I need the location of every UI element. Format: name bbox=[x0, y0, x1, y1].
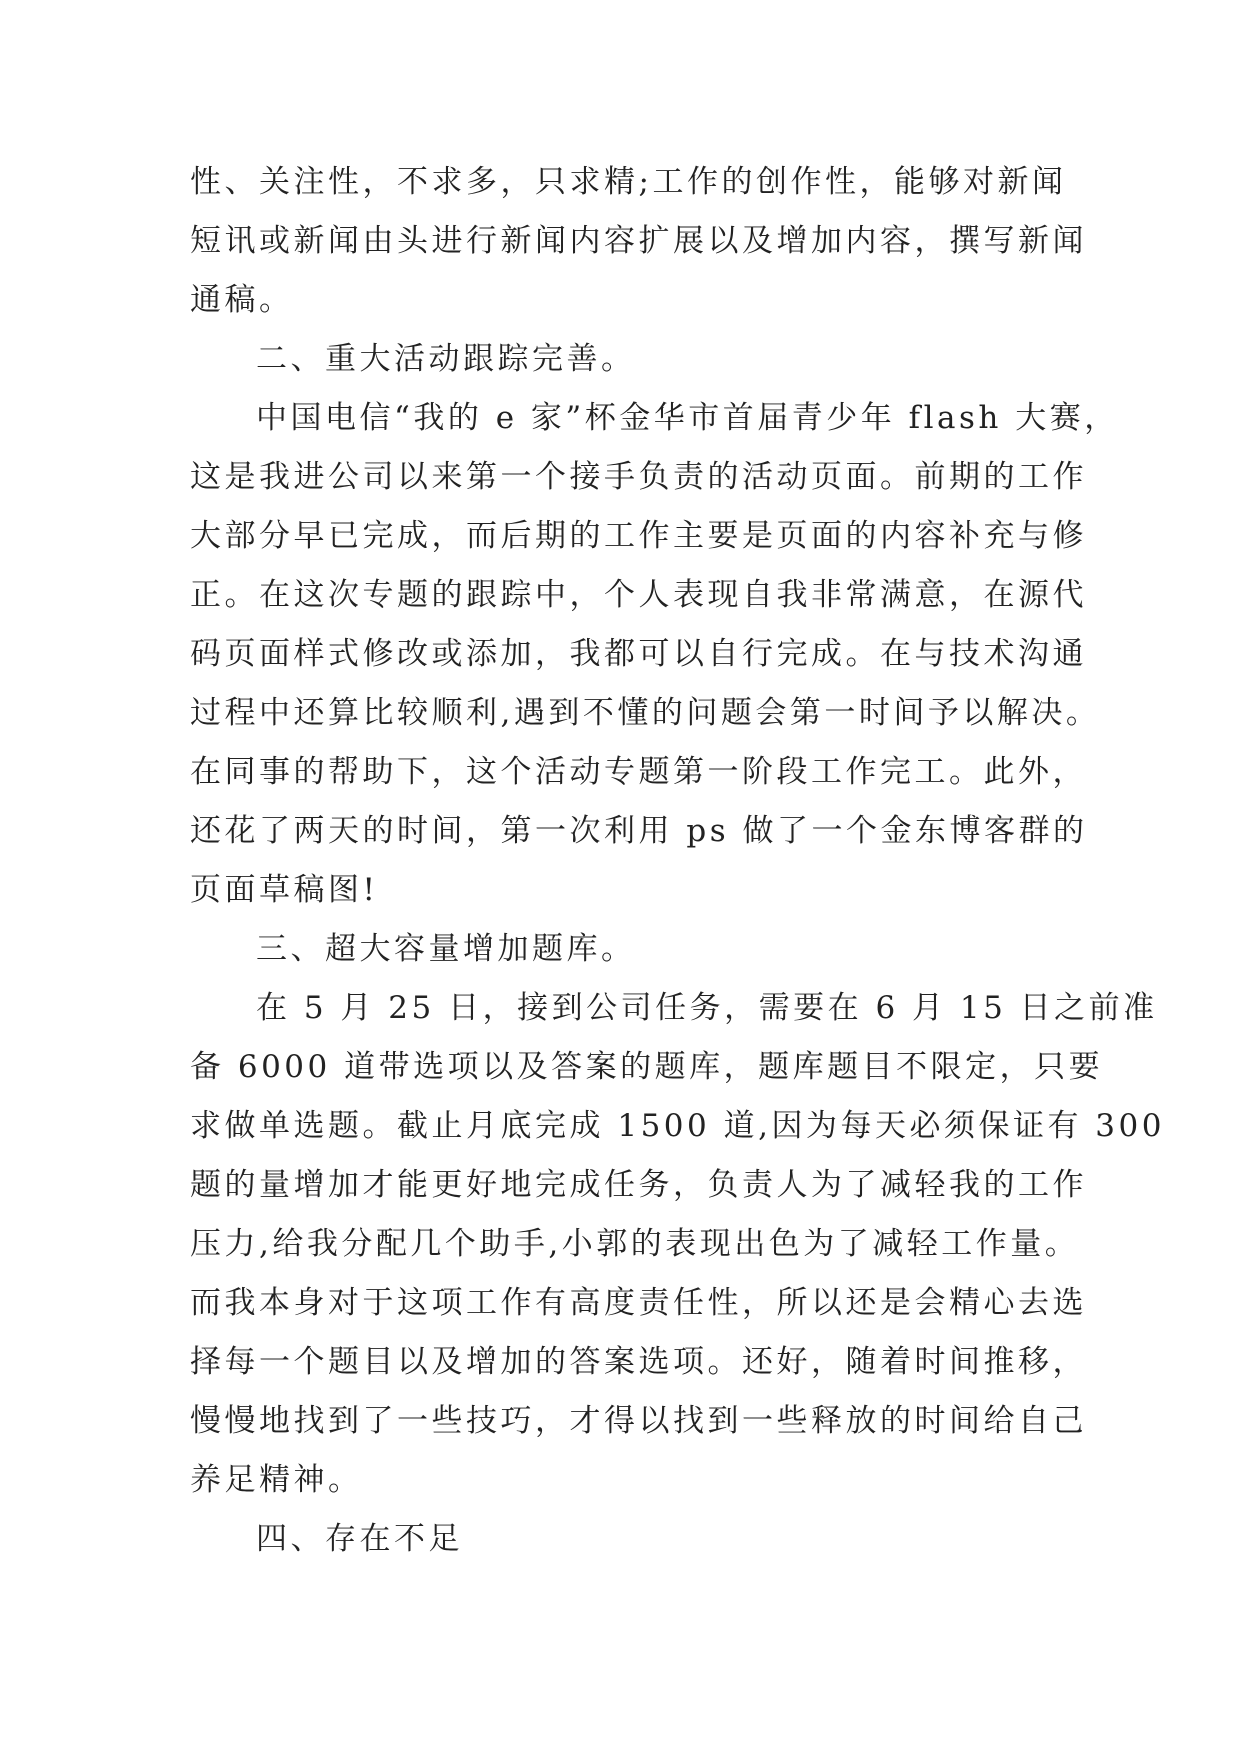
text-line: 大部分早已完成，而后期的工作主要是页面的内容补充与修 bbox=[190, 518, 1087, 554]
text-line: 养足精神。 bbox=[190, 1462, 363, 1498]
text-line: 短讯或新闻由头进行新闻内容扩展以及增加内容，撰写新闻 bbox=[190, 223, 1087, 259]
text-line: 在同事的帮助下，这个活动专题第一阶段工作完工。此外， bbox=[190, 754, 1087, 790]
text-line: 正。在这次专题的跟踪中，个人表现自我非常满意，在源代 bbox=[190, 577, 1087, 613]
text-line: 码页面样式修改或添加，我都可以自行完成。在与技术沟通 bbox=[190, 636, 1087, 672]
section-heading: 三、超大容量增加题库。 bbox=[256, 931, 636, 967]
section-heading: 二、重大活动跟踪完善。 bbox=[256, 341, 636, 377]
text-line: 题的量增加才能更好地完成任务，负责人为了减轻我的工作 bbox=[190, 1167, 1087, 1203]
text-line: 中国电信“我的 e 家”杯金华市首届青少年 flash 大赛， bbox=[256, 400, 1119, 436]
text-line: 在 5 月 25 日，接到公司任务，需要在 6 月 15 日之前准 bbox=[256, 990, 1158, 1026]
text-line: 还花了两天的时间，第一次利用 ps 做了一个金东博客群的 bbox=[190, 813, 1088, 849]
text-line: 求做单选题。截止月底完成 1500 道,因为每天必须保证有 300 bbox=[190, 1108, 1165, 1144]
text-line: 压力,给我分配几个助手,小郭的表现出色为了减轻工作量。 bbox=[190, 1226, 1080, 1262]
text-line: 过程中还算比较顺利,遇到不懂的问题会第一时间予以解决。 bbox=[190, 695, 1101, 731]
text-line: 通稿。 bbox=[190, 282, 294, 318]
text-line: 这是我进公司以来第一个接手负责的活动页面。前期的工作 bbox=[190, 459, 1087, 495]
text-line: 备 6000 道带选项以及答案的题库，题库题目不限定，只要 bbox=[190, 1049, 1104, 1085]
text-line: 页面草稿图! bbox=[190, 872, 379, 908]
text-line: 而我本身对于这项工作有高度责任性，所以还是会精心去选 bbox=[190, 1285, 1087, 1321]
text-line: 性、关注性，不求多，只求精;工作的创作性，能够对新闻 bbox=[190, 164, 1067, 200]
text-line: 慢慢地找到了一些技巧，才得以找到一些释放的时间给自己 bbox=[190, 1403, 1087, 1439]
document-body bbox=[190, 153, 1165, 1569]
section-heading: 四、存在不足 bbox=[256, 1521, 463, 1557]
text-line: 择每一个题目以及增加的答案选项。还好，随着时间推移， bbox=[190, 1344, 1087, 1380]
